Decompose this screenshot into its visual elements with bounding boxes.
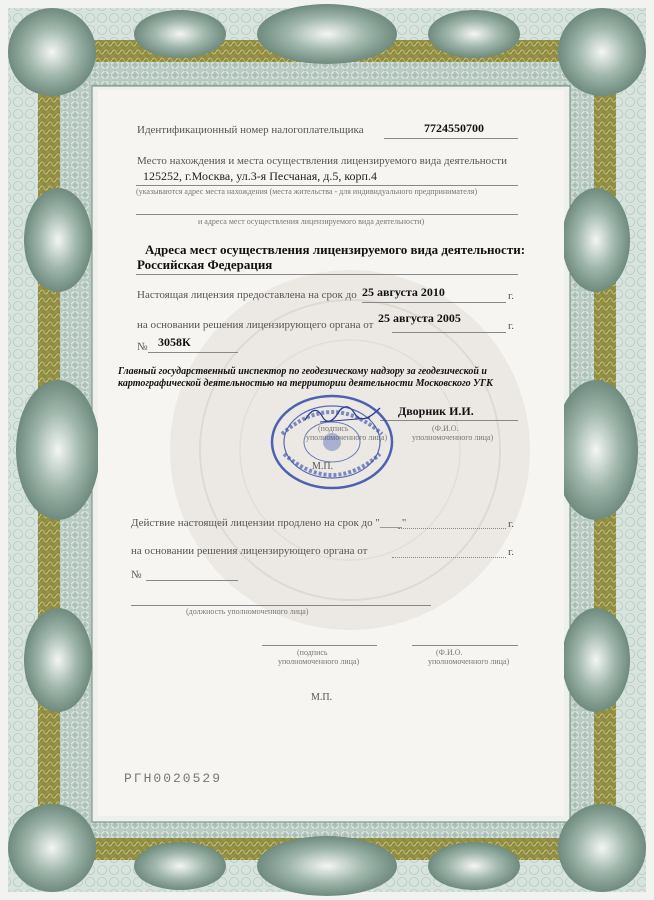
term-line bbox=[362, 302, 506, 303]
extension-basis-year-suffix: г. bbox=[508, 546, 515, 558]
position-hint: (должность уполномоченного лица) bbox=[186, 607, 309, 616]
extension-signature-hint-1: (подпись bbox=[297, 648, 328, 657]
term-date: 25 августа 2010 bbox=[362, 285, 445, 299]
activity-places-heading: Адреса мест осуществления лицензируемого вида деятельности: bbox=[145, 242, 526, 257]
basis-date: 25 августа 2005 bbox=[378, 311, 461, 325]
extension-number-label: № bbox=[131, 569, 142, 581]
position-text: Главный государственный инспектор по геодезическому надзору за геодезической и картографической деятельностью на территории деятельности Московского УГК bbox=[118, 366, 493, 389]
address-hint: (указываются адрес места нахождения (места жительства - для индивидуального предпринимателя) bbox=[136, 187, 478, 196]
activity-places-line bbox=[136, 274, 518, 275]
number-value: 3058К bbox=[158, 335, 191, 349]
basis-line bbox=[392, 332, 506, 333]
number-label: № bbox=[137, 341, 148, 353]
extension-number-line bbox=[146, 580, 238, 581]
seal-place-label: М.П. bbox=[312, 461, 334, 472]
address-line-2 bbox=[136, 214, 518, 215]
address-line bbox=[136, 185, 518, 186]
taxpayer-id-label: Идентификационный номер налогоплательщика bbox=[137, 124, 364, 136]
activity-places-value: Российская Федерация bbox=[137, 257, 273, 272]
extension-fio-line bbox=[412, 645, 518, 646]
signature-hint-1: (подпись bbox=[318, 424, 349, 433]
extension-signature-line bbox=[262, 645, 377, 646]
extension-fio-hint-1: (Ф.И.О. bbox=[436, 648, 463, 657]
position-line bbox=[131, 605, 431, 606]
basis-year-suffix: г. bbox=[508, 320, 515, 332]
taxpayer-id-value: 7724550700 bbox=[424, 121, 484, 135]
extension-seal-place-label: М.П. bbox=[311, 692, 333, 703]
fio-hint-1: (Ф.И.О. bbox=[432, 424, 459, 433]
extension-term-line bbox=[398, 528, 506, 529]
address-value: 125252, г.Москва, ул.3-я Песчаная, д.5, корп.4 bbox=[143, 169, 377, 183]
location-label: Место нахождения и места осуществления лицензируемого вида деятельности bbox=[137, 155, 507, 167]
term-year-suffix: г. bbox=[508, 290, 515, 302]
official-seal-stamp bbox=[262, 394, 402, 494]
extension-term-label: Действие настоящей лицензии продлено на срок до "____" bbox=[131, 517, 407, 529]
number-line bbox=[148, 352, 238, 353]
activity-address-hint: и адреса мест осуществления лицензируемого вида деятельности) bbox=[198, 217, 425, 226]
extension-signature-hint-2: уполномоченного лица) bbox=[278, 657, 360, 666]
serial-number: РГН0020529 bbox=[124, 771, 223, 786]
extension-basis-label: на основании решения лицензирующего органа от bbox=[131, 545, 368, 557]
extension-basis-line bbox=[392, 557, 506, 558]
extension-fio-hint-2: уполномоченного лица) bbox=[428, 657, 510, 666]
taxpayer-id-line bbox=[384, 138, 518, 139]
term-label: Настоящая лицензия предоставлена на срок до bbox=[137, 289, 357, 301]
extension-year-suffix: г. bbox=[508, 518, 515, 530]
fio-hint-2: уполномоченного лица) bbox=[412, 433, 494, 442]
signature-hint-2: уполномоченного лица) bbox=[306, 433, 388, 442]
basis-label: на основании решения лицензирующего органа от bbox=[137, 319, 374, 331]
signer-name: Дворник И.И. bbox=[398, 404, 474, 418]
